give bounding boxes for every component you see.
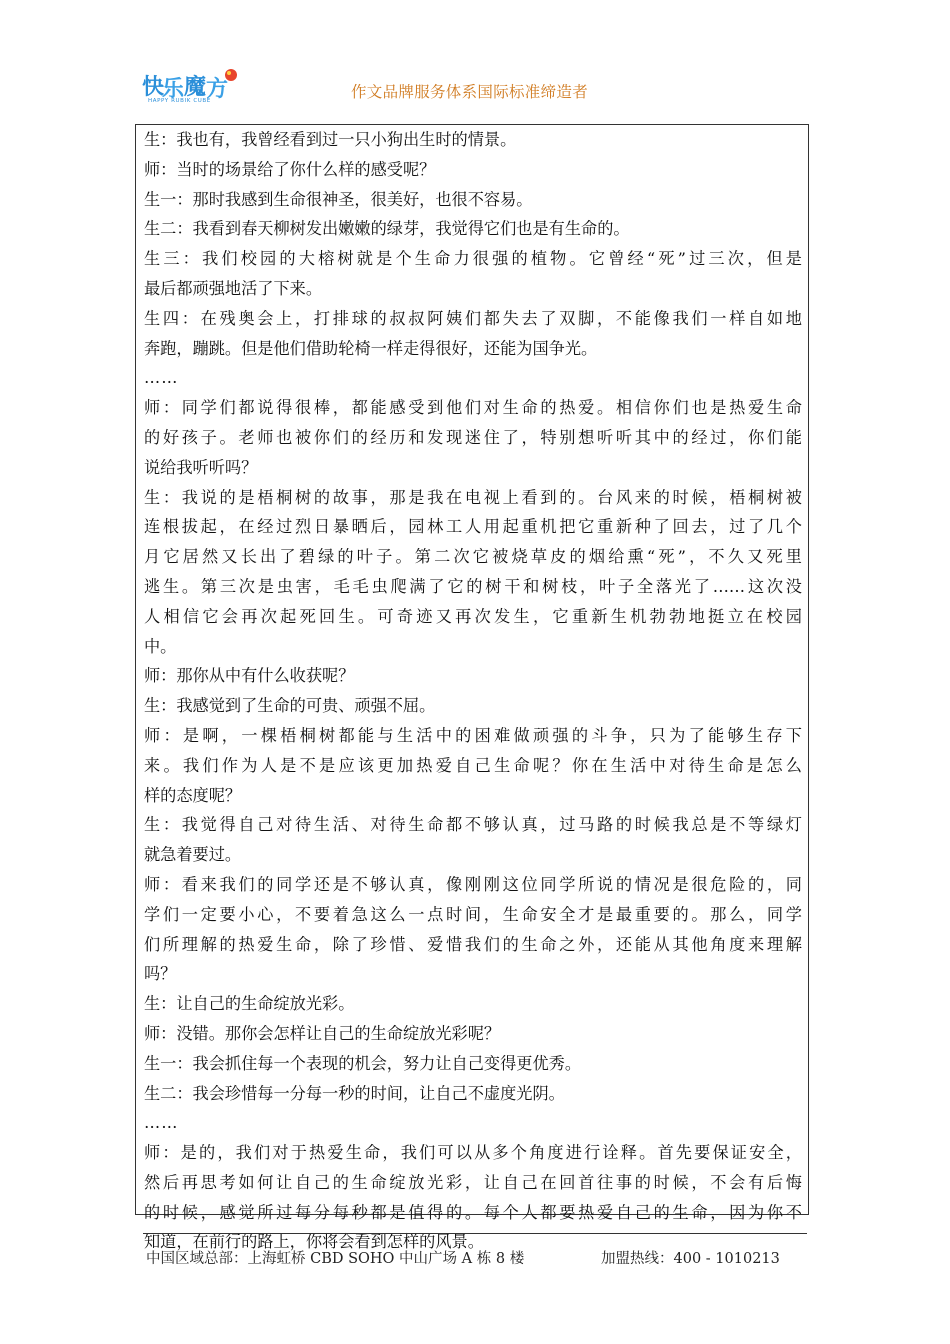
dialogue-line: 师：同学们都说得很棒，都能感受到他们对生命的热爱。相信你们也是热爱生命 — [144, 398, 802, 418]
dialogue-line: …… — [144, 368, 179, 388]
dialogue-line: 生：让自己的生命绽放光彩。 — [144, 994, 355, 1014]
dialogue-line: 人相信它会再次起死回生。可奇迹又再次发生，它重新生机勃勃地挺立在校园 — [144, 606, 802, 626]
dialogue-line: 样的态度呢？ — [144, 785, 242, 805]
dialogue-line: 知道，在前行的路上，你将会看到怎样的风景。 — [144, 1232, 484, 1252]
footer-address: 中国区域总部：上海虹桥 CBD SOHO 中山广场 A 栋 8 楼 — [146, 1251, 525, 1267]
dialogue-line: 生一：那时我感到生命很神圣，很美好，也很不容易。 — [144, 189, 533, 209]
dialogue-line: 师：没错。那你会怎样让自己的生命绽放光彩呢？ — [144, 1023, 501, 1043]
dialogue-line: 然后再思考如何让自己的生命绽放光彩，让自己在回首往事的时候，不会有后悔 — [144, 1172, 802, 1192]
dialogue-line: 就急着要过。 — [144, 845, 242, 865]
dialogue-line: 师：是啊，一棵梧桐树都能与生活中的困难做顽强的斗争，只为了能够生存下 — [144, 725, 802, 745]
svg-text:魔: 魔 — [184, 75, 207, 100]
logo-subtitle: HAPPY RUBIK CUBE — [148, 98, 211, 104]
dialogue-line: 师：是的，我们对于热爱生命，我们可以从多个角度进行诠释。首先要保证安全， — [144, 1143, 802, 1163]
dialogue-line: 生：我也有，我曾经看到过一只小狗出生时的情景。 — [144, 130, 517, 149]
dialogue-line: 最后都顽强地活了下来。 — [144, 278, 323, 298]
dialogue-line: 学们一定要小心，不要着急这么一点时间，生命安全才是最重要的。那么，同学 — [144, 904, 802, 924]
footer-divider — [143, 1233, 807, 1234]
dialogue-line: 师：看来我们的同学还是不够认真，像刚刚这位同学所说的情况是很危险的，同 — [144, 874, 802, 894]
dialogue-line: 说给我听听吗？ — [144, 457, 258, 477]
dialogue-line: 师：那你从中有什么收获呢？ — [144, 666, 355, 686]
dialogue-line: 生：我说的是梧桐树的故事，那是我在电视上看到的。台风来的时候，梧桐树被 — [144, 487, 802, 507]
dialogue-line: 们所理解的热爱生命，除了珍惜、爱惜我们的生命之外，还能从其他角度来理解 — [144, 934, 802, 954]
brand-tagline: 作文品牌服务体系国际标准缔造者 — [351, 83, 589, 101]
dialogue-line: 生：我觉得自己对待生活、对待生命都不够认真，过马路的时候我总是不等绿灯 — [144, 815, 802, 835]
dialogue-line: 生三：我们校园的大榕树就是个生命力很强的植物。它曾经“死”过三次，但是 — [144, 249, 802, 269]
dialogue-line: 生一：我会抓住每一个表现的机会，努力让自己变得更优秀。 — [144, 1053, 582, 1073]
dialogue-line: 连根拔起，在经过烈日暴晒后，园林工人用起重机把它重新种了回去，过了几个 — [144, 517, 802, 537]
footer-hotline: 加盟热线：400 - 1010213 — [601, 1251, 780, 1267]
dialogue-line: 生二：我看到春天柳树发出嫩嫩的绿芽，我觉得它们也是有生命的。 — [144, 219, 630, 239]
dialogue-line: 奔跑，蹦跳。但是他们借助轮椅一样走得很好，还能为国争光。 — [144, 338, 598, 358]
svg-text:方: 方 — [206, 77, 229, 102]
dialogue-line: 逃生。第三次是虫害，毛毛虫爬满了它的树干和树枝，叶子全落光了……这次没 — [144, 576, 802, 596]
dialogue-line: …… — [144, 1113, 179, 1133]
dialogue-line: 师：当时的场景给了你什么样的感受呢？ — [144, 159, 436, 179]
dialogue-line: 来。我们作为人是不是应该更加热爱自己生命呢？你在生活中对待生命是怎么 — [144, 755, 802, 775]
dialogue-line: 吗？ — [144, 964, 177, 984]
dialogue-text — [144, 125, 802, 1257]
dialogue-line: 中。 — [144, 636, 177, 656]
svg-text:快: 快 — [142, 75, 165, 100]
dialogue-line: 生二：我会珍惜每一分每一秒的时间，让自己不虚度光阴。 — [144, 1083, 565, 1103]
dialogue-line: 的好孩子。老师也被你们的经历和发现迷住了，特别想听听其中的经过，你们能 — [144, 427, 802, 447]
page-header — [0, 0, 950, 125]
dialogue-line: 生四：在残奥会上，打排球的叔叔阿姨们都失去了双脚，不能像我们一样自如地 — [144, 308, 802, 328]
dialogue-line: 生：我感觉到了生命的可贵、顽强不屈。 — [144, 696, 436, 716]
svg-text:乐: 乐 — [162, 77, 185, 102]
dialogue-line: 的时候，感觉所过每分每秒都是值得的。每个人都要热爱自己的生命，因为你不 — [144, 1202, 802, 1222]
dialogue-line: 月它居然又长出了碧绿的叶子。第二次它被烧草皮的烟给熏“死”，不久又死里 — [144, 547, 802, 567]
